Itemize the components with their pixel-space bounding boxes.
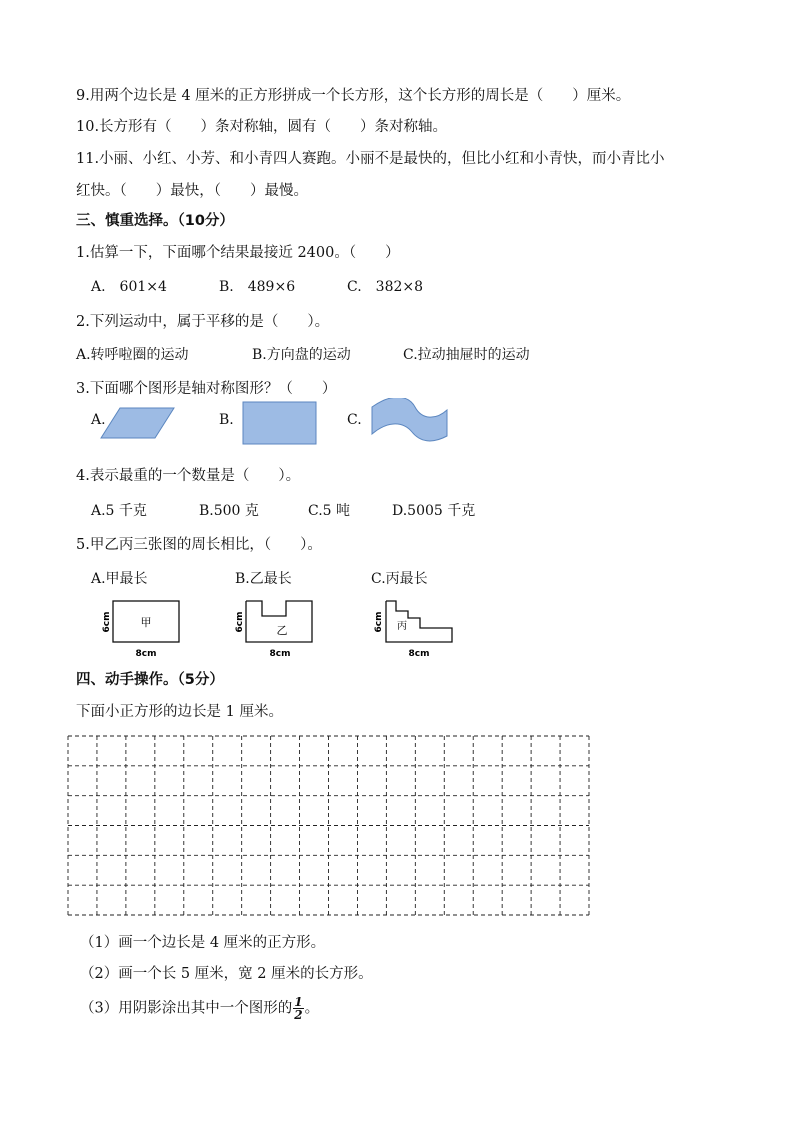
rectangle-shape	[242, 401, 318, 445]
figure-bing-width: 8cm	[408, 649, 430, 659]
s4-task-1: （1）画一个边长是 4 厘米的正方形。	[80, 935, 326, 951]
question-11-line2: 红快。（ ）最快，（ ）最慢。	[76, 183, 308, 199]
figure-bing-label: 丙	[397, 621, 407, 632]
s3-q4-option-a: A.5 千克	[91, 503, 147, 519]
figure-yi-height: 6cm	[235, 611, 245, 633]
s3-q5-option-a: A.甲最长	[91, 571, 148, 587]
figure-jia-width: 8cm	[135, 649, 157, 659]
s4-task-3-end: 。	[304, 1000, 320, 1017]
section3-heading: 三、慎重选择。（10分）	[76, 213, 234, 229]
question-9: 9.用两个边长是 4 厘米的正方形拼成一个长方形，这个长方形的周长是（ ）厘米。	[76, 88, 631, 104]
fraction-one-half	[293, 996, 303, 1021]
s3-q2-option-a: A.转呼啦圈的运动	[76, 347, 189, 363]
s3-q3-option-c: C.	[347, 412, 362, 428]
wave-banner-shape	[370, 398, 450, 444]
figure-yi	[232, 598, 322, 660]
s3-q5-option-c: C.丙最长	[371, 571, 428, 587]
s3-q1-stem: 1.估算一下，下面哪个结果最接近 2400。（ ）	[76, 245, 400, 261]
dashed-grid[interactable]	[66, 734, 592, 918]
figure-yi-label: 乙	[276, 624, 288, 637]
figure-jia-label: 甲	[140, 616, 152, 629]
s4-task-3	[80, 996, 319, 1021]
question-11-line1: 11.小丽、小红、小芳、和小青四人赛跑。小丽不是最快的，但比小红和小青快，而小青比小	[76, 151, 665, 167]
figure-yi-width: 8cm	[269, 649, 291, 659]
figure-bing-height: 6cm	[374, 611, 384, 633]
s4-task-2: （2）画一个长 5 厘米，宽 2 厘米的长方形。	[80, 966, 373, 982]
s3-q3-option-a: A.	[91, 412, 106, 428]
s3-q5-option-b: B.乙最长	[235, 571, 292, 587]
question-10: 10.长方形有（ ）条对称轴，圆有（ ）条对称轴。	[76, 119, 448, 135]
figure-bing	[370, 598, 460, 660]
s3-q1-option-a: A. 601×4	[91, 279, 167, 295]
section4-heading: 四、动手操作。（5分）	[76, 672, 224, 688]
s3-q3-option-b: B.	[219, 412, 234, 428]
s3-q5-stem: 5.甲乙丙三张图的周长相比，（ ）。	[76, 537, 322, 553]
s3-q2-option-b: B.方向盘的运动	[252, 347, 351, 363]
s3-q1-option-c: C. 382×8	[347, 279, 424, 295]
figure-jia-height: 6cm	[102, 611, 112, 633]
section4-intro: 下面小正方形的边长是 1 厘米。	[76, 704, 283, 720]
s3-q2-stem: 2.下列运动中，属于平移的是（ ）。	[76, 314, 330, 330]
s3-q4-option-b: B.500 克	[199, 503, 259, 519]
figure-jia	[97, 598, 187, 660]
parallelogram-shape	[98, 405, 178, 441]
fraction-numerator: 1	[294, 995, 303, 1009]
s3-q2-option-c: C.拉动抽屉时的运动	[403, 347, 530, 363]
s3-q4-option-d: D.5005 千克	[392, 503, 476, 519]
s3-q1-option-b: B. 489×6	[219, 279, 296, 295]
s3-q4-stem: 4.表示最重的一个数量是（ ）。	[76, 468, 301, 484]
s4-task-3-text: （3）用阴影涂出其中一个图形的	[80, 1000, 293, 1017]
s3-q4-option-c: C.5 吨	[308, 503, 351, 519]
s3-q3-stem: 3.下面哪个图形是轴对称图形？（ ）	[76, 381, 337, 397]
fraction-denominator: 2	[294, 1008, 303, 1022]
